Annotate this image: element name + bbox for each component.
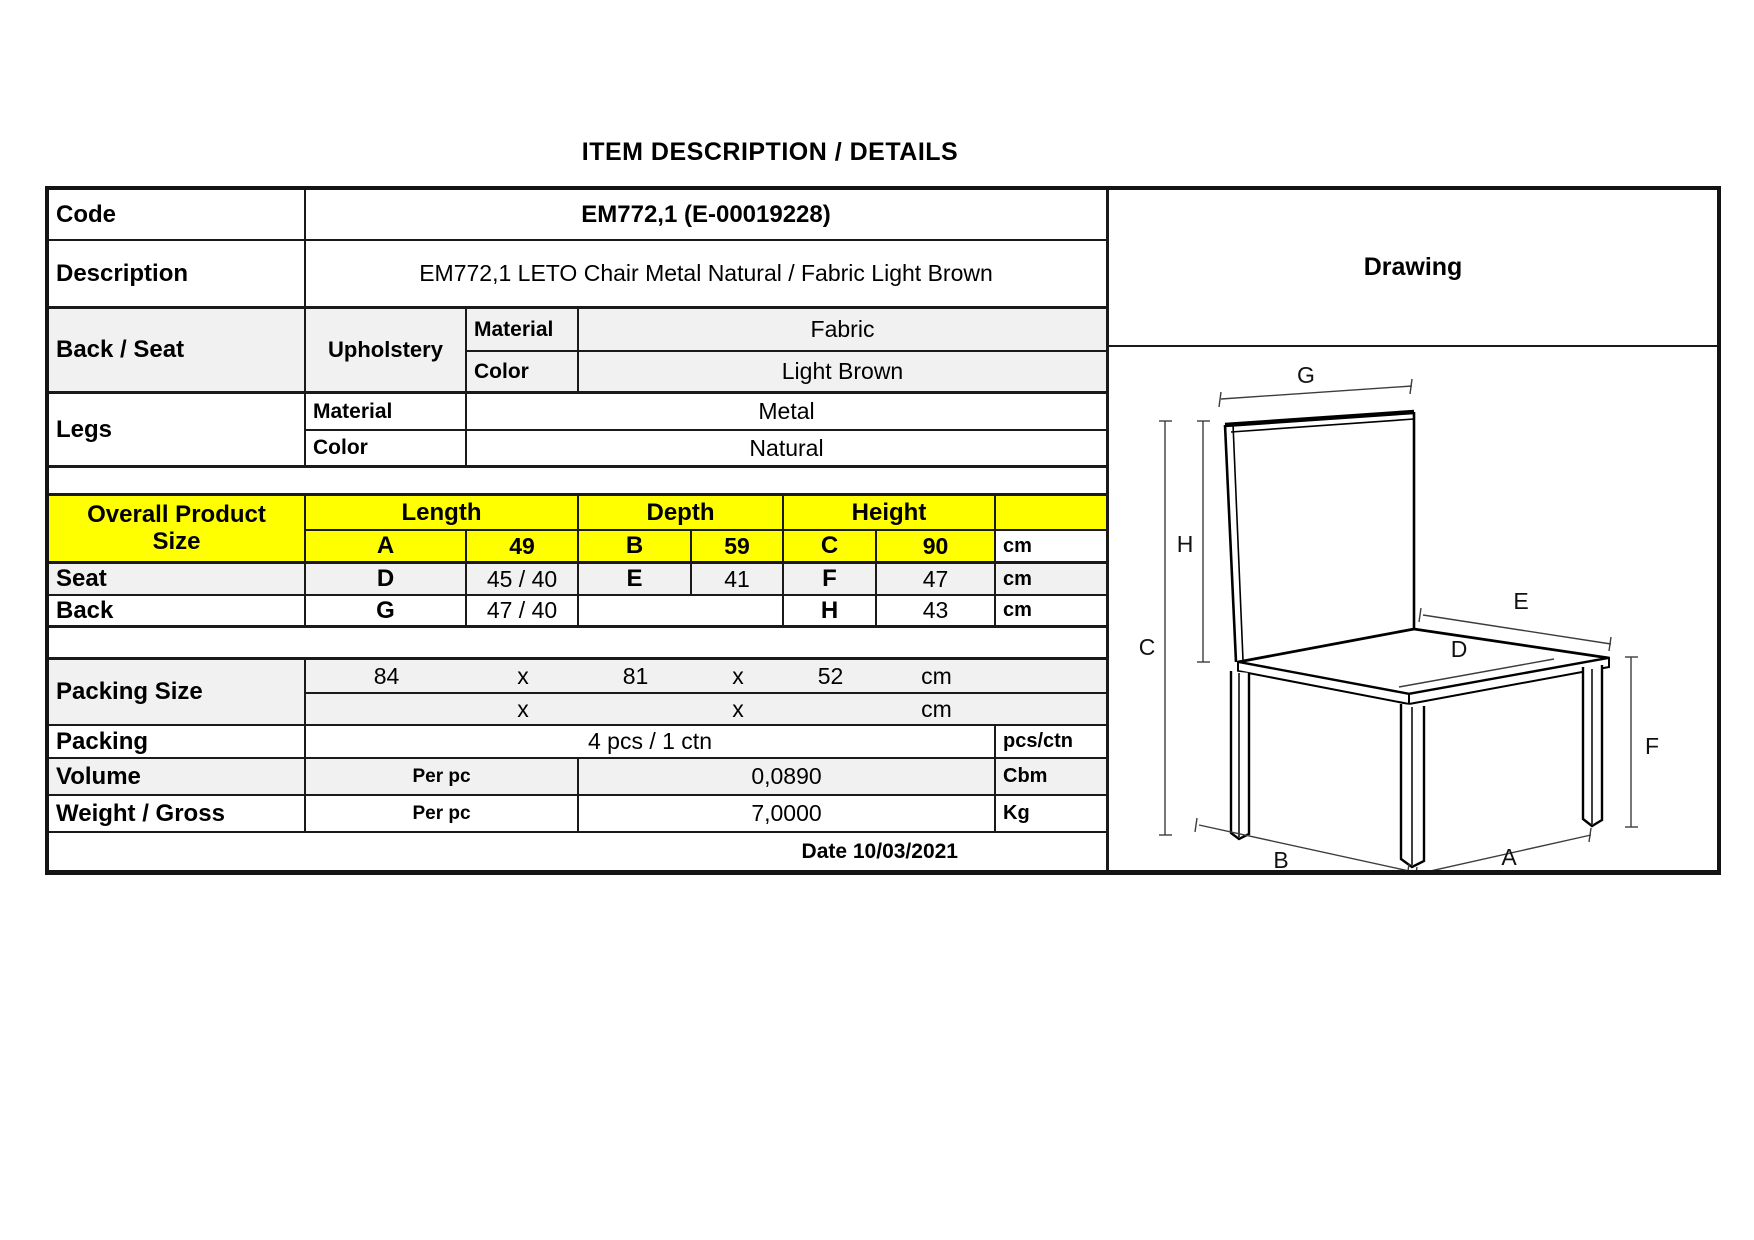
volume-value: 0,0890 <box>579 759 996 796</box>
dim-d-value: 45 / 40 <box>467 564 579 596</box>
dim-c-letter: C <box>784 531 877 564</box>
legs-color-value: Natural <box>467 431 1109 468</box>
back-unit: cm <box>996 596 1109 628</box>
description-value: EM772,1 LETO Chair Metal Natural / Fabric Light Brown <box>306 241 1109 309</box>
packing-size-x: x <box>732 662 744 689</box>
yellow-empty-cell <box>996 496 1109 531</box>
overall-size-label <box>49 496 306 564</box>
dim-b-letter: B <box>579 531 692 564</box>
height-header: Height <box>784 496 996 531</box>
volume-basis: Per pc <box>306 759 579 796</box>
dim-a-letter: A <box>306 531 467 564</box>
dim-b-value: 59 <box>692 531 784 564</box>
volume-label: Volume <box>49 759 306 796</box>
back-seat-label: Back / Seat <box>49 309 306 394</box>
packing-size-label: Packing Size <box>49 660 306 726</box>
packing-label: Packing <box>49 726 306 759</box>
dim-g-value: 47 / 40 <box>467 596 579 628</box>
overall-size-label-line1: Overall Product <box>87 501 266 529</box>
seat-label: Seat <box>49 564 306 596</box>
dim-h-value: 43 <box>877 596 996 628</box>
dim-label-a: A <box>1501 844 1517 870</box>
back-row-empty-cell <box>579 596 784 628</box>
chair-drawing <box>1109 347 1717 870</box>
description-label: Description <box>49 241 306 309</box>
packing-value: 4 pcs / 1 ctn <box>306 726 996 759</box>
legs-label: Legs <box>49 394 306 468</box>
dim-c-value: 90 <box>877 531 996 564</box>
legs-material-value: Metal <box>467 394 1109 431</box>
packing-size-height: 52 <box>817 662 844 689</box>
dim-label-c: C <box>1138 634 1156 660</box>
back-seat-material-label: Material <box>467 309 579 352</box>
spacer-row <box>49 628 1109 660</box>
dim-h-letter: H <box>784 596 877 628</box>
spacer-row <box>49 468 1109 496</box>
dim-a-value: 49 <box>467 531 579 564</box>
legs-material-label: Material <box>306 394 467 431</box>
code-label: Code <box>49 190 306 241</box>
code-value: EM772,1 (E-00019228) <box>306 190 1109 241</box>
depth-header: Depth <box>579 496 784 531</box>
packing-unit: pcs/ctn <box>996 726 1109 759</box>
packing-size-unit: cm <box>921 695 952 722</box>
back-seat-color-value: Light Brown <box>579 352 1109 394</box>
drawing-header: Drawing <box>1109 190 1717 347</box>
page-title: ITEM DESCRIPTION / DETAILS <box>581 138 959 166</box>
overall-unit: cm <box>996 531 1109 564</box>
date-text: Date 10/03/2021 <box>49 833 1109 870</box>
dim-label-h: H <box>1176 531 1194 557</box>
dim-f-value: 47 <box>877 564 996 596</box>
weight-unit: Kg <box>996 796 1109 833</box>
packing-size-x: x <box>517 695 529 722</box>
dim-e-value: 41 <box>692 564 784 596</box>
weight-basis: Per pc <box>306 796 579 833</box>
dim-label-f: F <box>1644 733 1660 759</box>
drawing-panel <box>1109 190 1717 870</box>
dim-f-letter: F <box>784 564 877 596</box>
packing-size-x: x <box>732 695 744 722</box>
dim-label-d: D <box>1450 636 1468 662</box>
chair-illustration-svg <box>1109 347 1717 870</box>
seat-unit: cm <box>996 564 1109 596</box>
back-seat-color-label: Color <box>467 352 579 394</box>
overall-size-label-line2: Size <box>152 527 201 555</box>
upholstery-label: Upholstery <box>306 309 467 394</box>
back-label: Back <box>49 596 306 628</box>
packing-size-length: 84 <box>373 662 400 689</box>
dim-label-b: B <box>1273 847 1289 870</box>
volume-unit: Cbm <box>996 759 1109 796</box>
dim-label-g: G <box>1297 362 1315 388</box>
back-seat-material-value: Fabric <box>579 309 1109 352</box>
length-header: Length <box>306 496 579 531</box>
item-spec-table <box>45 186 1721 875</box>
weight-value: 7,0000 <box>579 796 996 833</box>
packing-size-row2 <box>306 694 1109 726</box>
dim-label-e: E <box>1513 588 1529 614</box>
dim-g-letter: G <box>306 596 467 628</box>
legs-color-label: Color <box>306 431 467 468</box>
dim-d-letter: D <box>306 564 467 596</box>
weight-label: Weight / Gross <box>49 796 306 833</box>
dim-e-letter: E <box>579 564 692 596</box>
packing-size-x: x <box>517 662 529 689</box>
packing-size-row1 <box>306 660 1109 694</box>
packing-size-depth: 81 <box>622 662 649 689</box>
packing-size-unit: cm <box>921 662 952 689</box>
